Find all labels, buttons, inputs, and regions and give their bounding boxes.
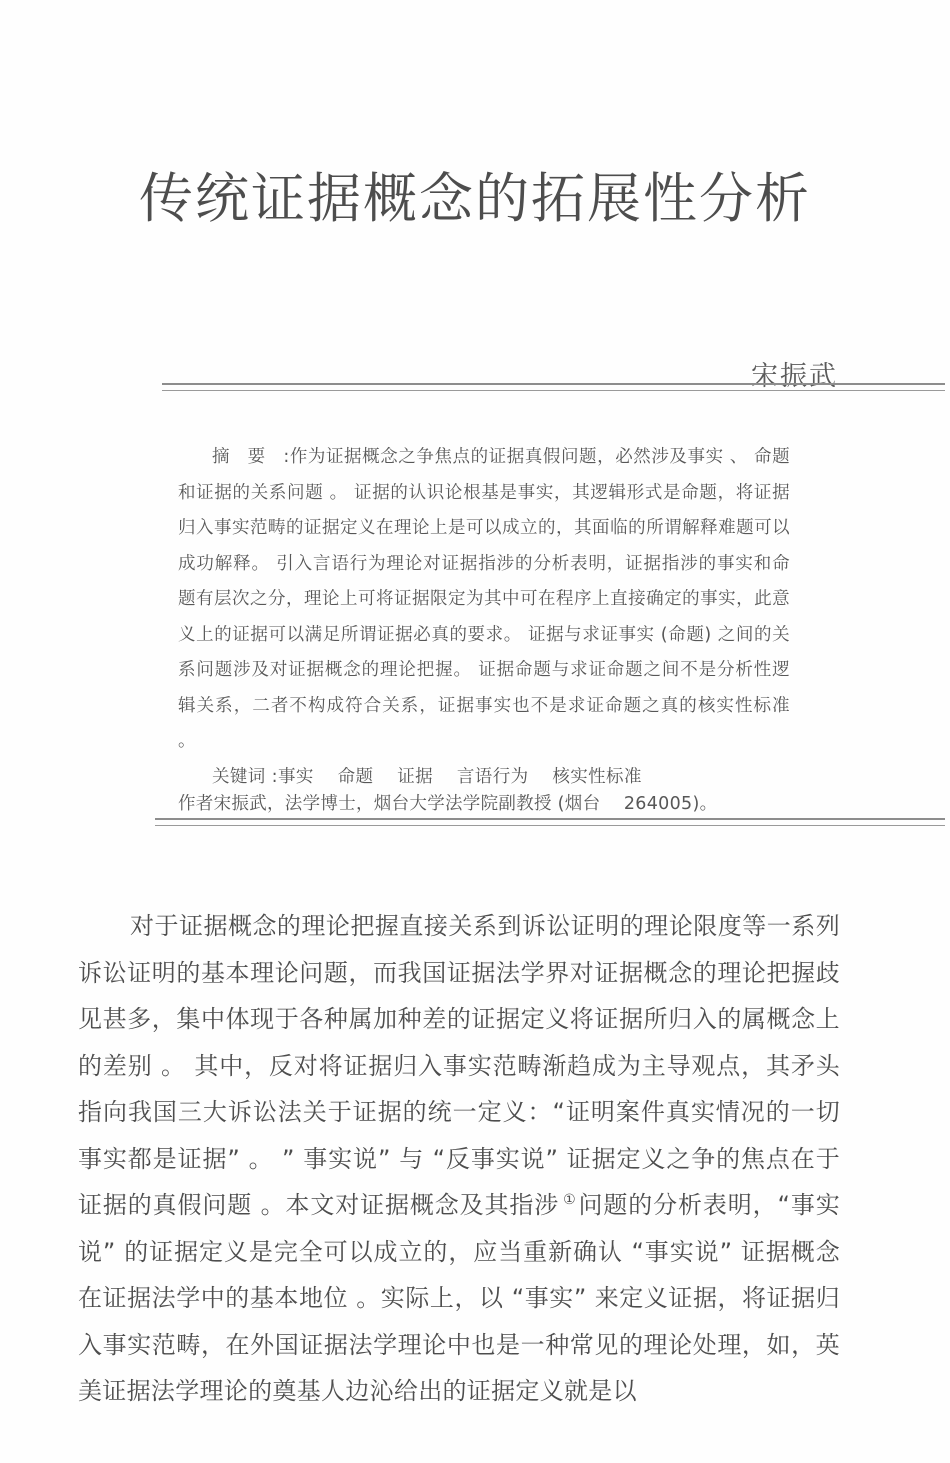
page-title: 传统证据概念的拓展性分析: [139, 167, 811, 231]
abstract-label: 摘要: [212, 447, 284, 467]
abstract-separator: :: [283, 447, 290, 467]
body-section: [78, 903, 840, 1415]
author-name: 宋振武: [751, 361, 838, 392]
abstract-body: 作为证据概念之争焦点的证据真假问题，必然涉及事实 、 命题和证据的关系问题 。 证据的认识论根基是事实，其逻辑形式是命题，将证据归入事实范畴的证据定义在理论上是可以成立的，其面临的所谓解释难题可以成功解释。 引入言语行为理论对证据指涉的分析表明，证据指涉的事实和命题有层次之分，理论上可将证据限定为其中可在程序上直接确定的事实，此意义上的证据可以满足所谓证据必真的要求。 证据与求证事实 (命题) 之间的关系问题涉及对证据概念的理论把握。 证据命题与求证命题之间不是分析性逻辑关系，二者不构成符合关系，证据事实也不是求证命题之真的核实性标准 。: [178, 447, 790, 751]
keywords-line: 关键词 :事实 命题 证据 言语行为 核实性标准: [212, 766, 642, 787]
body-text-part-two: 问题的分析表明，“事实说” 的证据定义是完全可以成立的，应当重新确认 “事实说” 证据概念在证据法学中的基本地位 。实际上，以 “事实” 来定义证据，将证据归入事实范畴，在外国证据法学理论中也是一种常见的理论处理，如，英美证据法学理论的奠基人边沁给出的证据定义就是以: [78, 1191, 840, 1405]
body-text-part-one: 对于证据概念的理论把握直接关系到诉讼证明的理论限度等一系列诉讼证明的基本理论问题，而我国证据法学界对证据概念的理论把握歧见甚多，集中体现于各种属加种差的证据定义将证据所归入的属概念上的差别 。 其中，反对将证据归入事实范畴渐趋成为主导观点，其矛头指向我国三大诉讼法关于证据的统一定义：“证明案件真实情况的一切事实都是证据” 。 ” 事实说” 与 “反事实说” 证据定义之争的焦点在于证据的真假问题 。本文对证据概念及其指涉: [78, 912, 840, 1219]
abstract-section: [178, 440, 790, 795]
abstract-paragraph: [178, 440, 790, 760]
author-affiliation-note: 作者宋振武，法学博士，烟台大学法学院副教授 (烟台 264005)。: [178, 794, 718, 814]
header-divider: [162, 383, 945, 391]
abstract-divider: [155, 818, 945, 826]
footnote-marker-icon[interactable]: ①: [563, 1192, 577, 1208]
body-paragraph: [78, 903, 840, 1415]
